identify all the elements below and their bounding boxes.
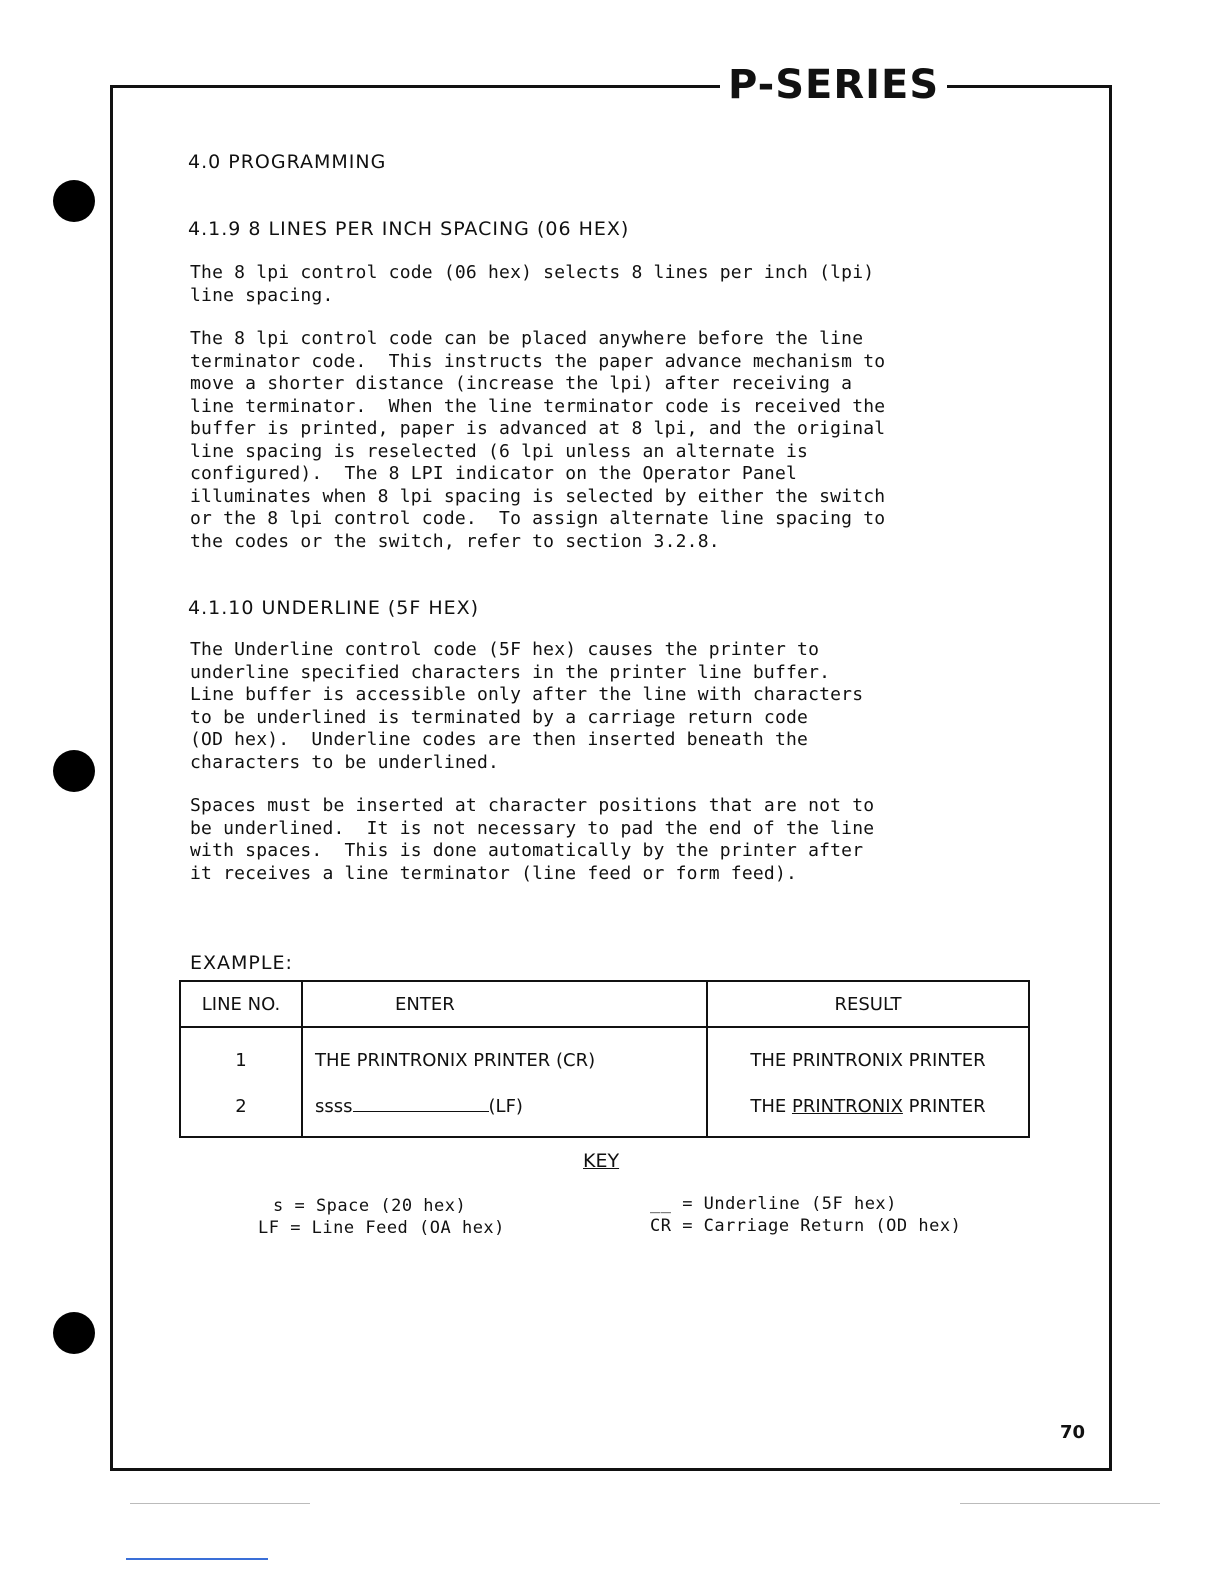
enter-spaces: ssss [315,1095,353,1117]
binder-hole-middle [53,750,95,792]
result-post: PRINTER [902,1095,986,1117]
key-space: s = Space (20 hex) [273,1196,467,1216]
cell-enter [302,1083,707,1137]
section-title: 4.0 PROGRAMMING [188,151,387,173]
text-line: the codes or the switch, refer to section 3.2.8. [190,530,720,552]
key-line-feed: LF = Line Feed (OA hex) [258,1218,505,1238]
cell-result: THE PRINTRONIX PRINTER [707,1027,1029,1083]
text-line: Spaces must be inserted at character positions that are not to [190,795,875,816]
text-line: (OD hex). Underline codes are then inserted beneath the [190,729,809,750]
page-number: 70 [1060,1422,1086,1443]
column-header-line-no: LINE NO. [180,981,302,1027]
cell-enter: THE PRINTRONIX PRINTER (CR) [302,1027,707,1083]
text-line: line terminator. When the line terminator code is received the [190,395,886,417]
text-line: illuminates when 8 lpi spacing is selected by either the switch [190,485,886,507]
result-underlined: PRINTRONIX [791,1095,903,1117]
scan-artifact [960,1503,1160,1504]
binder-hole-bottom [53,1312,95,1354]
enter-linefeed: (LF) [488,1095,523,1117]
paragraph-419-intro [190,262,1060,307]
paragraph-419-body [190,328,1060,553]
text-line: line spacing is reselected (6 lpi unless an alternate is [190,440,809,462]
text-line: characters to be underlined. [190,751,500,773]
text-line: with spaces. This is done automatically by the printer after [190,840,864,861]
table-header-row [180,981,1029,1027]
text-line: to be underlined is terminated by a carriage return code [190,706,809,728]
key-underline: __ = Underline (5F hex) [650,1194,897,1214]
scan-artifact-blue [126,1558,268,1560]
column-header-result: RESULT [707,981,1029,1027]
text-line: move a shorter distance (increase the lpi) after receiving a [190,373,853,394]
cell-line-no: 2 [235,1095,247,1117]
text-line: buffer is printed, paper is advanced at 8 lpi, and the original [190,418,886,439]
text-line: The 8 lpi control code (06 hex) selects 8 lines per inch (lpi) [190,262,875,283]
example-table [179,980,1030,1138]
binder-hole-top [53,180,95,222]
subsection-title-419: 4.1.9 8 LINES PER INCH SPACING (06 HEX) [188,218,630,240]
text-line: Line buffer is accessible only after the line with characters [190,684,864,705]
text-line: line spacing. [190,284,334,306]
cell-line-no: 1 [235,1049,247,1071]
text-line: be underlined. It is not necessary to pad the end of the line [190,817,875,839]
result-pre: THE [750,1095,792,1117]
cell-result [707,1083,1029,1137]
text-line: terminator code. This instructs the paper advance mechanism to [190,350,886,372]
example-label: EXAMPLE: [190,952,293,974]
scan-artifact [130,1503,310,1504]
text-line: The 8 lpi control code can be placed anywhere before the line [190,328,864,349]
series-title: P-SERIES [720,62,947,108]
text-line: or the 8 lpi control code. To assign alternate line spacing to [190,508,886,529]
key-carriage-return: CR = Carriage Return (OD hex) [650,1216,962,1236]
text-line: underline specified characters in the printer line buffer. [190,661,831,683]
underline-blank [353,1097,489,1112]
key-title: KEY [583,1150,620,1172]
text-line: configured). The 8 LPI indicator on the Operator Panel [190,463,798,484]
subsection-title-4110: 4.1.10 UNDERLINE (5F HEX) [188,597,480,619]
table-row [180,1027,1029,1083]
text-line: it receives a line terminator (line feed or form feed). [190,862,798,884]
column-header-enter: ENTER [302,981,707,1027]
text-line: The Underline control code (5F hex) causes the printer to [190,639,820,660]
table-row [180,1083,1029,1137]
paragraph-4110-body [190,795,1060,885]
paragraph-4110-intro [190,639,1060,774]
